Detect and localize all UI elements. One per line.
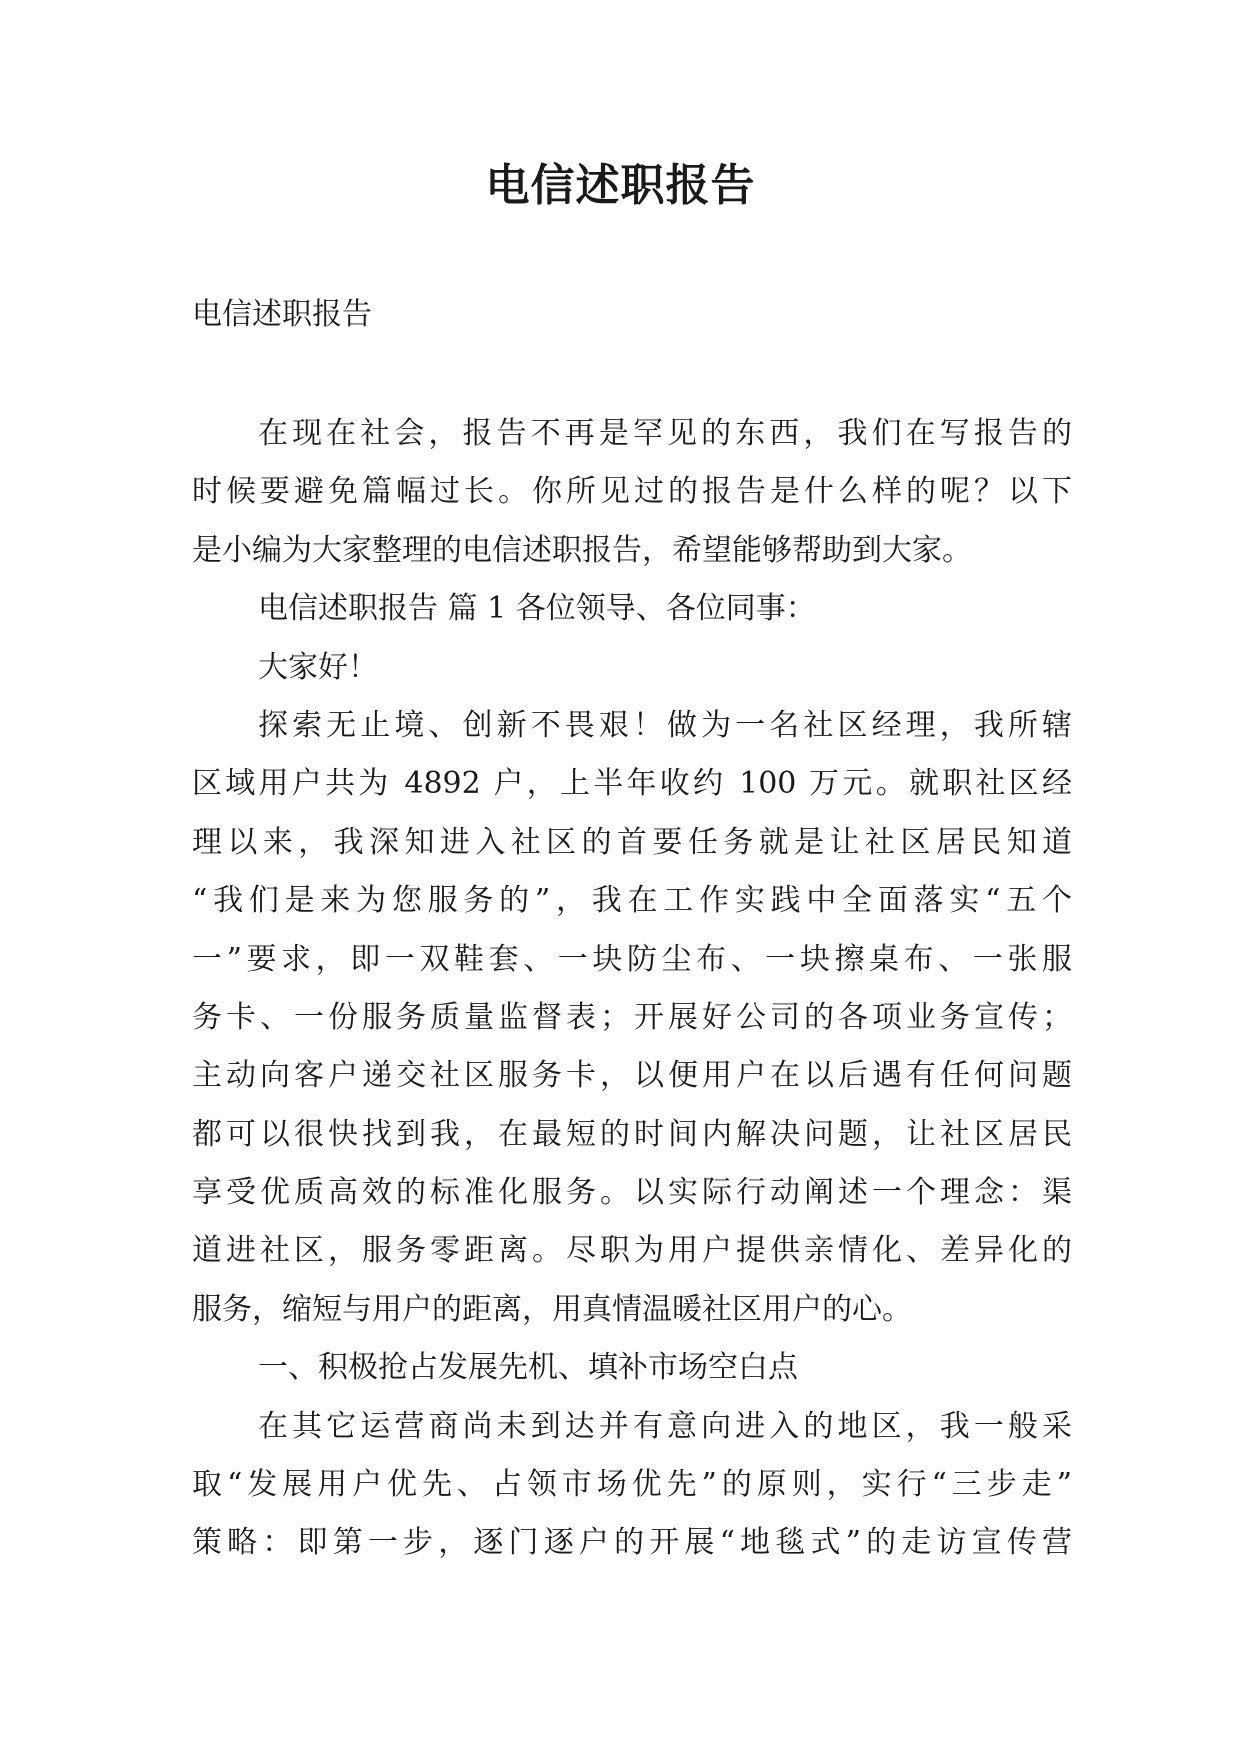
text-line: “我们是来为您服务的”，我在工作实践中全面落实“五个 (192, 883, 1072, 919)
text-line: 时候要避免篇幅过长。你所见过的报告是什么样的呢？以下 (192, 474, 1072, 510)
text-line: 取“发展用户优先、占领市场优先”的原则，实行“三步走” (192, 1467, 1072, 1503)
text-line: 大家好！ (258, 649, 378, 685)
text-line: 道进社区，服务零距离。尽职为用户提供亲情化、差异化的 (192, 1233, 1072, 1269)
text-line: 电信述职报告 篇 1 各位领导、各位同事： (258, 591, 816, 627)
document-title: 电信述职报告 (485, 160, 756, 211)
text-line: 在现在社会，报告不再是罕见的东西，我们在写报告的 (258, 416, 1072, 451)
text-line: 是小编为大家整理的电信述职报告，希望能够帮助到大家。 (192, 532, 972, 568)
text-line: 主动向客户递交社区服务卡，以便用户在以后遇有任何问题 (192, 1058, 1072, 1094)
document-body (192, 405, 1072, 1573)
text-line: 务卡、一份服务质量监督表；开展好公司的各项业务宣传； (192, 999, 1072, 1035)
text-line: 都可以很快找到我，在最短的时间内解决问题，让社区居民 (192, 1116, 1072, 1152)
text-line: 享受优质高效的标准化服务。以实际行动阐述一个理念：渠 (192, 1175, 1072, 1211)
text-line: 理以来，我深知进入社区的首要任务就是让社区居民知道 (192, 824, 1072, 860)
text-line: 区域用户共为 4892 户，上半年收约 100 万元。就职社区经 (192, 766, 1072, 802)
text-line: 一、积极抢占发展先机、填补市场空白点 (258, 1350, 798, 1386)
text-line: 服务，缩短与用户的距离，用真情温暖社区用户的心。 (192, 1291, 912, 1327)
text-line: 策略：即第一步，逐门逐户的开展“地毯式”的走访宣传营 (192, 1525, 1072, 1561)
text-line: 探索无止境、创新不畏艰！做为一名社区经理，我所辖 (258, 707, 1072, 743)
text-line: 在其它运营商尚未到达并有意向进入的地区，我一般采 (258, 1408, 1072, 1444)
text-line: 一”要求，即一双鞋套、一块防尘布、一块擦桌布、一张服 (192, 941, 1072, 977)
document-subtitle: 电信述职报告 (192, 297, 372, 332)
